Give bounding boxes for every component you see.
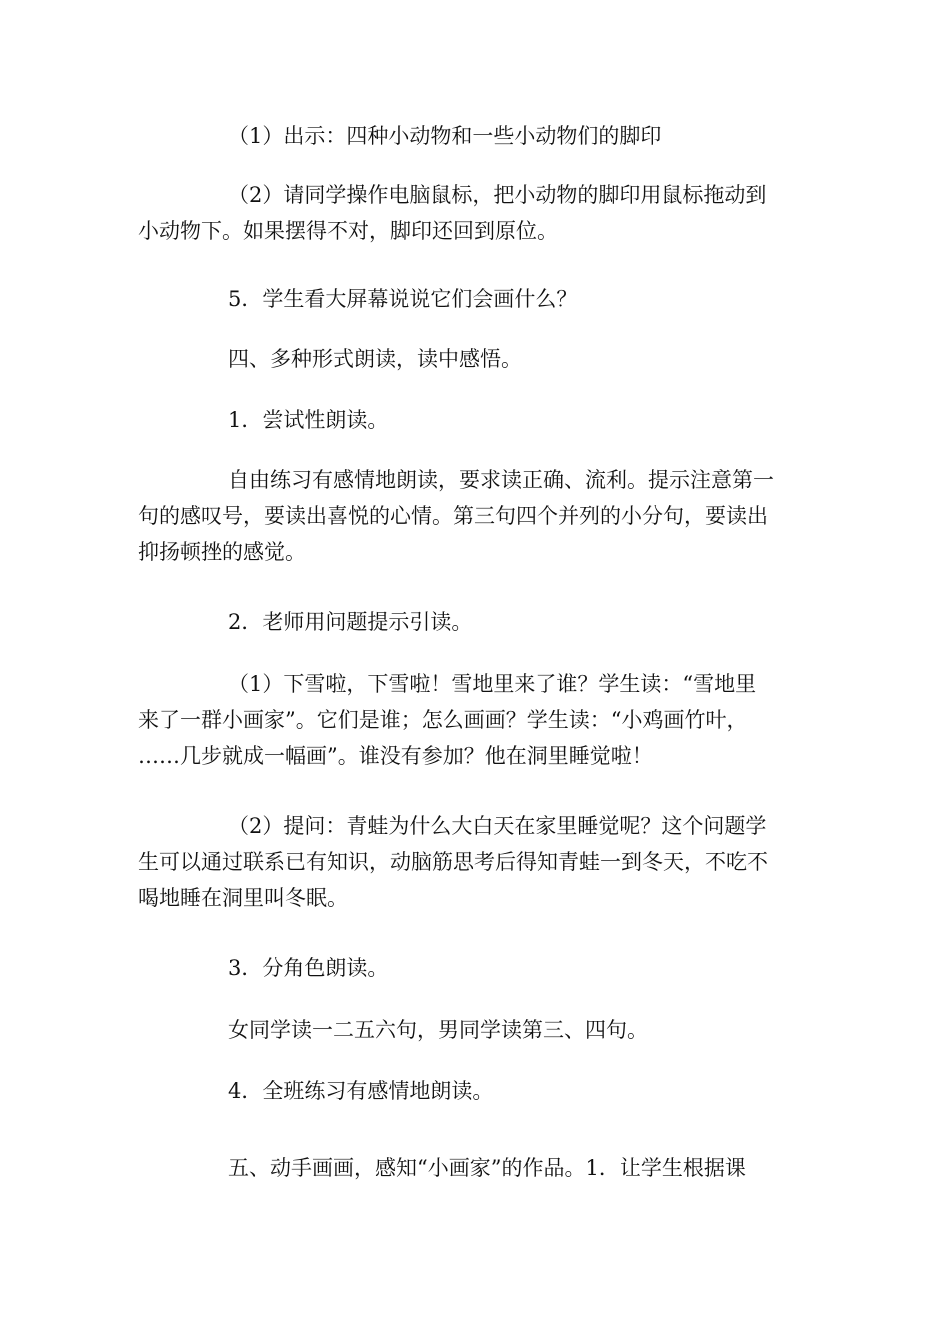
text-line: 女同学读一二五六句，男同学读第三、四句。 [228, 1018, 648, 1042]
paragraph [138, 281, 822, 317]
text-line: 喝地睡在洞里叫冬眠。 [138, 886, 348, 910]
paragraph [138, 1073, 822, 1109]
text-line: 生可以通过联系已有知识，动脑筋思考后得知青蛙一到冬天，不吃不 [138, 850, 768, 874]
paragraph [138, 402, 822, 438]
text-line: 2．老师用问题提示引读。 [228, 610, 473, 634]
paragraph [138, 1012, 822, 1048]
paragraph [138, 604, 822, 640]
text-line: 五、动手画画，感知“小画家”的作品。1．让学生根据课 [228, 1156, 746, 1180]
text-line: （1）下雪啦，下雪啦！雪地里来了谁？学生读：“雪地里 [228, 672, 757, 696]
text-line: 4．全班练习有感情地朗读。 [228, 1079, 494, 1103]
paragraph [138, 341, 822, 377]
text-line: 1．尝试性朗读。 [228, 408, 389, 432]
text-line: 3．分角色朗读。 [228, 956, 389, 980]
paragraph [138, 808, 822, 916]
paragraph [138, 1150, 822, 1186]
text-line: 来了一群小画家”。它们是谁；怎么画画？学生读：“小鸡画竹叶， [138, 708, 748, 732]
text-line: （2）提问：青蛙为什么大白天在家里睡觉呢？这个问题学 [228, 814, 767, 838]
text-line: 抑扬顿挫的感觉。 [138, 540, 306, 564]
text-line: 句的感叹号，要读出喜悦的心情。第三句四个并列的小分句，要读出 [138, 504, 768, 528]
text-line: （2）请同学操作电脑鼠标，把小动物的脚印用鼠标拖动到 [228, 183, 767, 207]
paragraph [138, 666, 822, 774]
paragraph [138, 118, 822, 154]
text-line: ……几步就成一幅画”。谁没有参加？他在洞里睡觉啦！ [138, 744, 653, 768]
text-line: 四、多种形式朗读，读中感悟。 [228, 347, 522, 371]
paragraph [138, 177, 822, 249]
text-line: （1）出示：四种小动物和一些小动物们的脚印 [228, 124, 662, 148]
text-line: 小动物下。如果摆得不对，脚印还回到原位。 [138, 219, 558, 243]
paragraph [138, 462, 822, 570]
text-line: 5．学生看大屏幕说说它们会画什么？ [228, 287, 578, 311]
text-line: 自由练习有感情地朗读，要求读正确、流利。提示注意第一 [228, 468, 774, 492]
paragraph [138, 950, 822, 986]
